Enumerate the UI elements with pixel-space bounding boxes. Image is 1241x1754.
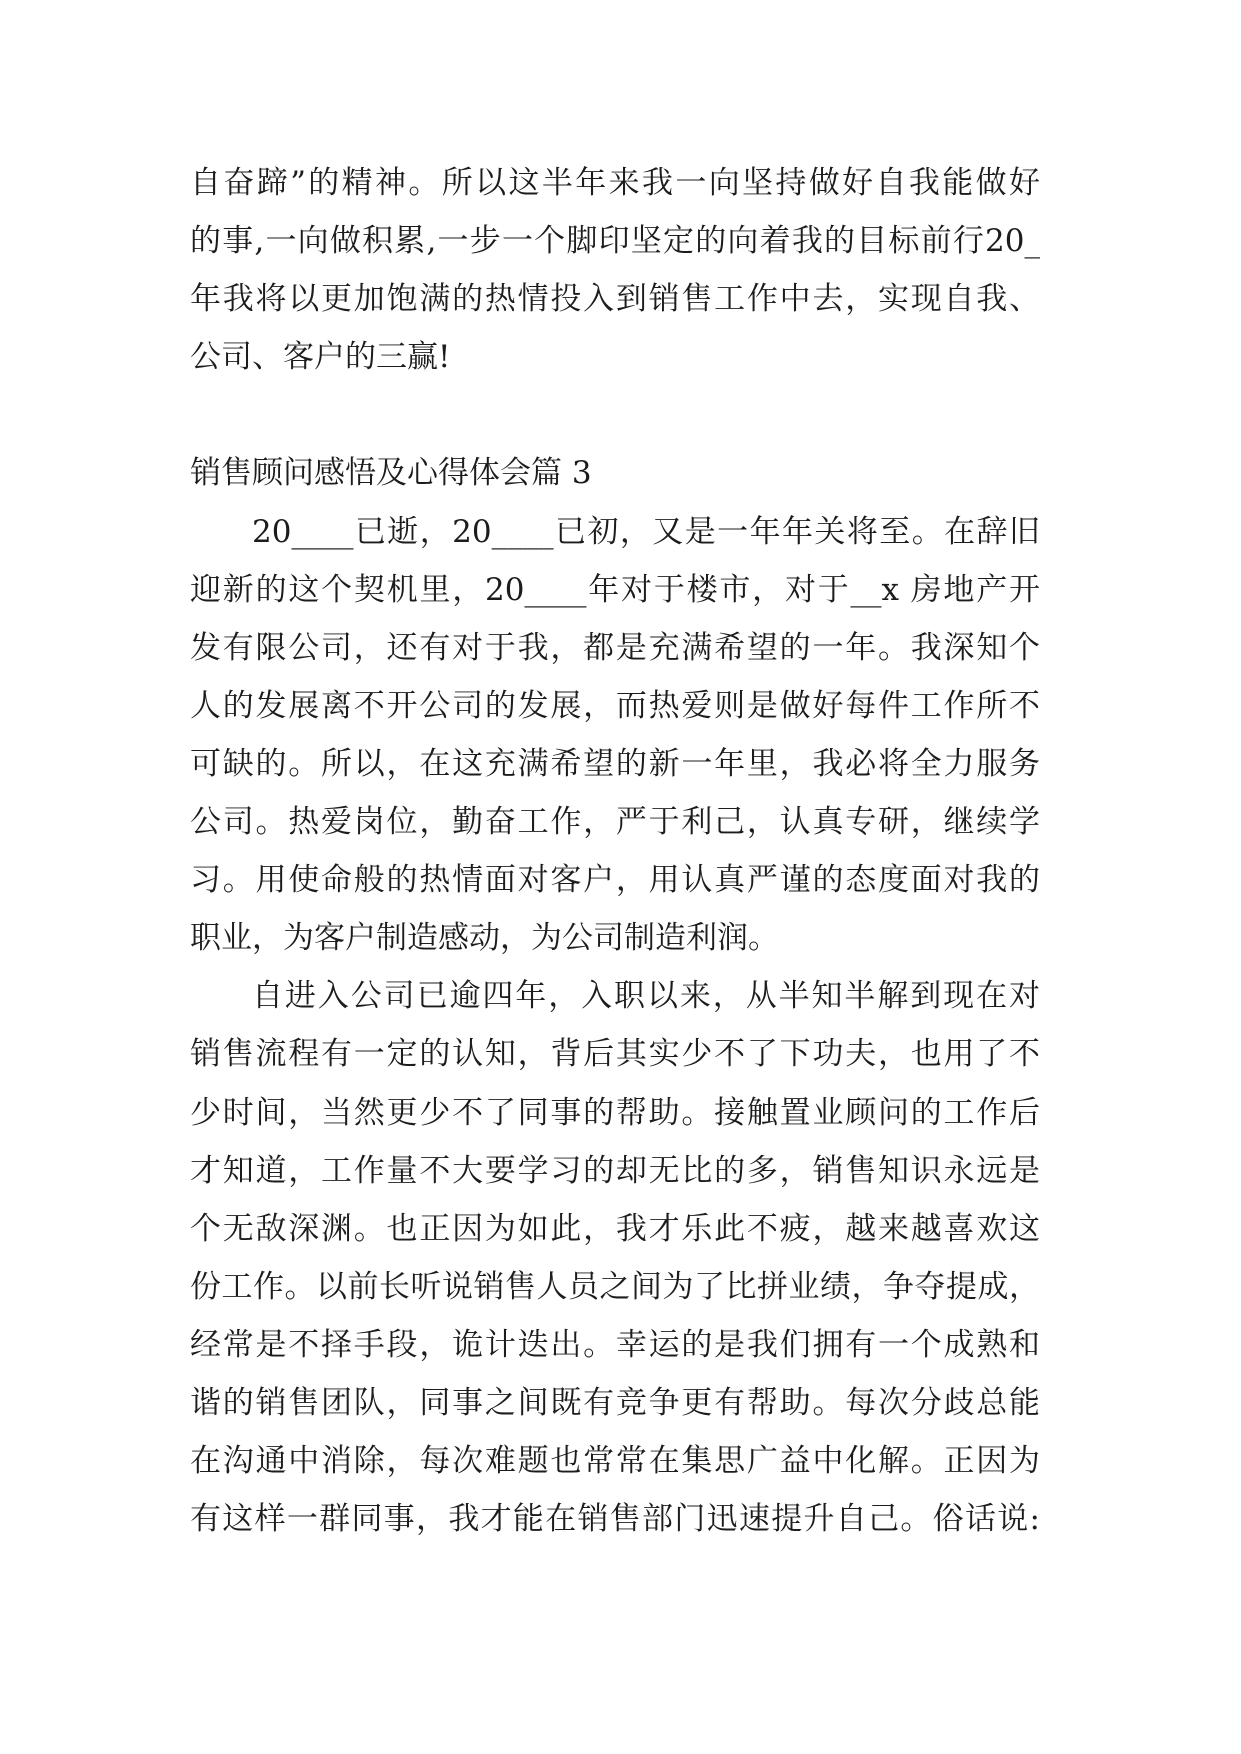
text-line: 销售流程有一定的认知，背后其实少不了下功夫，也用了不 <box>190 1036 1040 1073</box>
text-line: 有这样一群同事，我才能在销售部门迅速提升自己。俗话说: <box>190 1501 1040 1538</box>
text-line: 自奋蹄”的精神。所以这半年来我一向坚持做好自我能做好 <box>190 165 1040 201</box>
text-line: 在沟通中消除，每次难题也常常在集思广益中化解。正因为 <box>190 1443 1040 1480</box>
text-line: 公司。热爱岗位，勤奋工作，严于利己，认真专研，继续学 <box>190 804 1040 841</box>
body-paragraph-2 <box>190 967 1040 1548</box>
section-heading: 销售顾问感悟及心得体会篇 3 <box>190 455 592 492</box>
text-line: 习。用使命般的热情面对客户，用认真严谨的态度面对我的 <box>190 862 1040 899</box>
text-line: 份工作。以前长听说销售人员之间为了比拼业绩，争夺提成， <box>190 1268 1040 1305</box>
text-line: 发有限公司，还有对于我，都是充满希望的一年。我深知个 <box>190 629 1040 666</box>
text-line: 迎新的这个契机里，20____年对于楼市，对于__x 房地产开 <box>190 571 1040 608</box>
document-page <box>190 154 1040 1548</box>
paragraph-spacer <box>190 386 1040 444</box>
continuation-paragraph <box>190 154 1040 386</box>
text-line: 少时间，当然更少不了同事的帮助。接触置业顾问的工作后 <box>190 1094 1040 1131</box>
text-line: 的事,一向做积累,一步一个脚印坚定的向着我的目标前行20_ <box>190 223 1040 260</box>
text-line: 谐的销售团队，同事之间既有竞争更有帮助。每次分歧总能 <box>190 1384 1040 1421</box>
text-line: 20____已逝，20____已初，又是一年年关将至。在辞旧 <box>252 513 1040 550</box>
text-line: 经常是不择手段，诡计迭出。幸运的是我们拥有一个成熟和 <box>190 1326 1040 1363</box>
text-line: 公司、客户的三赢! <box>190 339 451 376</box>
text-line: 职业，为客户制造感动，为公司制造利润。 <box>190 920 779 957</box>
text-line: 人的发展离不开公司的发展，而热爱则是做好每件工作所不 <box>190 687 1040 724</box>
text-line: 可缺的。所以，在这充满希望的新一年里，我必将全力服务 <box>190 745 1040 782</box>
text-line: 年我将以更加饱满的热情投入到销售工作中去，实现自我、 <box>190 281 1040 318</box>
text-line: 才知道，工作量不大要学习的却无比的多，销售知识永远是 <box>190 1152 1040 1189</box>
text-line: 个无敌深渊。也正因为如此，我才乐此不疲，越来越喜欢这 <box>190 1210 1040 1247</box>
text-line: 自进入公司已逾四年，入职以来，从半知半解到现在对 <box>252 978 1040 1015</box>
body-paragraph-1 <box>190 503 1040 968</box>
